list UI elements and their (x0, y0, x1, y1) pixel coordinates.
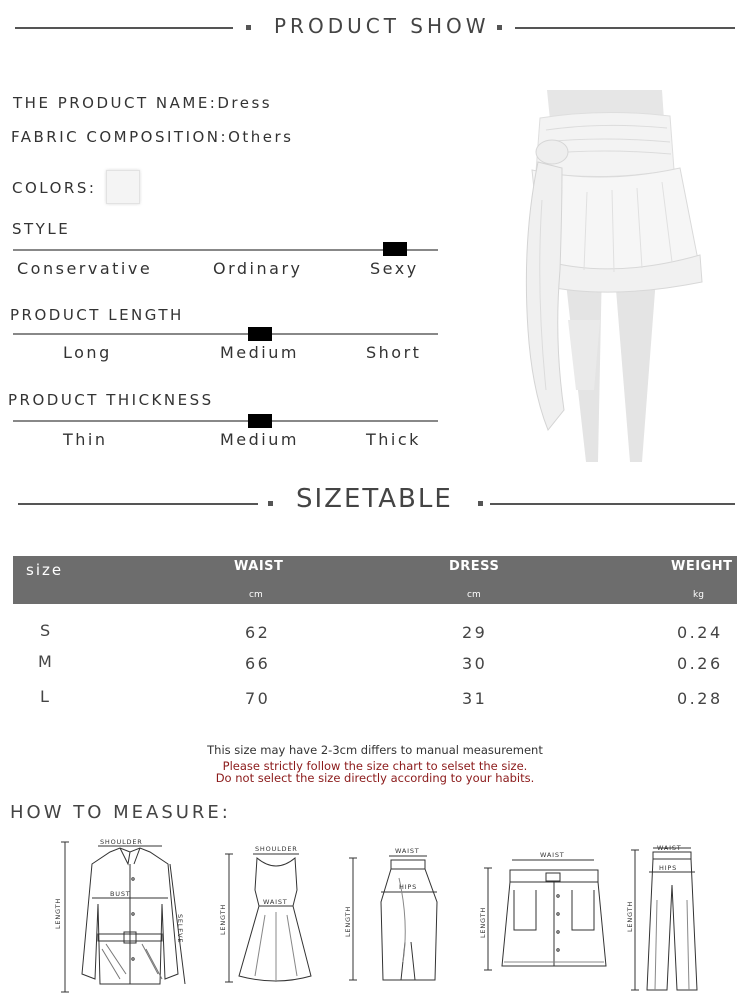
length-label: PRODUCT LENGTH (10, 306, 184, 324)
style-option-sexy: Sexy (370, 259, 419, 278)
row-l-dress: 31 (462, 689, 488, 708)
sizetable-rule-right (490, 503, 735, 505)
header-waist: WAIST (234, 559, 284, 574)
jacket-diagram (50, 834, 200, 994)
row-s-weight: 0.24 (677, 623, 723, 642)
style-option-conservative: Conservative (17, 259, 153, 278)
shorts-length-label: LENGTH (479, 906, 487, 938)
dress-waist-label: WAIST (263, 898, 288, 906)
length-scale (13, 333, 438, 335)
skirt-hips-label: HIPS (399, 883, 418, 891)
measurement-note: This size may have 2-3cm differs to manual measurement (207, 743, 543, 757)
thickness-scale (13, 420, 438, 422)
length-option-long: Long (63, 343, 112, 362)
product-photo (502, 90, 717, 465)
color-swatch-white[interactable] (106, 170, 140, 204)
row-s-dress: 29 (462, 623, 488, 642)
pants-hips-label: HIPS (659, 864, 678, 872)
dress-diagram (215, 840, 315, 990)
skirt-length-label: LENGTH (344, 905, 352, 937)
style-marker (383, 242, 407, 256)
row-s-size: S (40, 621, 53, 640)
row-l-weight: 0.28 (677, 689, 723, 708)
style-scale (13, 249, 438, 251)
unit-dress: cm (467, 590, 481, 600)
skirt-waist-label: WAIST (395, 847, 420, 855)
colors-label: COLORS: (12, 179, 97, 197)
header-rule-left (15, 27, 233, 29)
jacket-bust-label: BUST (110, 890, 131, 898)
sizetable-title: SIZETABLE (296, 484, 453, 514)
row-s-waist: 62 (245, 623, 271, 642)
header-dot-right (497, 25, 502, 30)
page-title: PRODUCT SHOW (274, 14, 490, 38)
size-table-header (13, 556, 737, 604)
skirt-diagram (343, 842, 443, 992)
header-size: size (26, 561, 64, 579)
jacket-length-label: LENGTH (54, 897, 62, 929)
unit-weight: kg (693, 590, 704, 600)
thickness-marker (248, 414, 272, 428)
thickness-option-thin: Thin (63, 430, 108, 449)
style-option-ordinary: Ordinary (213, 259, 303, 278)
length-option-short: Short (366, 343, 422, 362)
jacket-sleeve-label: SELEVE (176, 914, 184, 944)
header-dot-left (246, 25, 251, 30)
header-dress: DRESS (449, 559, 500, 574)
row-m-waist: 66 (245, 654, 271, 673)
jacket-shoulder-label: SHOULDER (100, 838, 143, 846)
length-marker (248, 327, 272, 341)
warning-line-1: Please strictly follow the size chart to selset the size. (222, 759, 528, 773)
thickness-label: PRODUCT THICKNESS (8, 391, 214, 409)
warning-line-2: Do not select the size directly according to your habits. (215, 771, 535, 785)
how-to-measure-title: HOW TO MEASURE: (10, 802, 231, 823)
row-m-weight: 0.26 (677, 654, 723, 673)
dress-shoulder-label: SHOULDER (255, 845, 298, 853)
sizetable-dot-right (478, 501, 483, 506)
row-l-waist: 70 (245, 689, 271, 708)
style-label: STYLE (12, 220, 71, 238)
pants-waist-label: WAIST (657, 844, 682, 852)
sizetable-rule-left (18, 503, 258, 505)
thickness-option-medium: Medium (220, 430, 299, 449)
pants-length-label: LENGTH (626, 900, 634, 932)
fabric-composition: FABRIC COMPOSITION:Others (11, 128, 294, 146)
row-l-size: L (40, 687, 52, 706)
header-weight: WEIGHT (671, 559, 733, 574)
row-m-size: M (38, 652, 55, 671)
pants-diagram (625, 840, 715, 995)
row-m-dress: 30 (462, 654, 488, 673)
length-option-medium: Medium (220, 343, 299, 362)
dress-length-label: LENGTH (219, 903, 227, 935)
sizetable-dot-left (268, 501, 273, 506)
product-name: THE PRODUCT NAME:Dress (13, 94, 273, 112)
thickness-option-thick: Thick (366, 430, 421, 449)
header-rule-right (515, 27, 735, 29)
shorts-waist-label: WAIST (540, 851, 565, 859)
unit-waist: cm (249, 590, 263, 600)
shorts-diagram (478, 846, 608, 976)
